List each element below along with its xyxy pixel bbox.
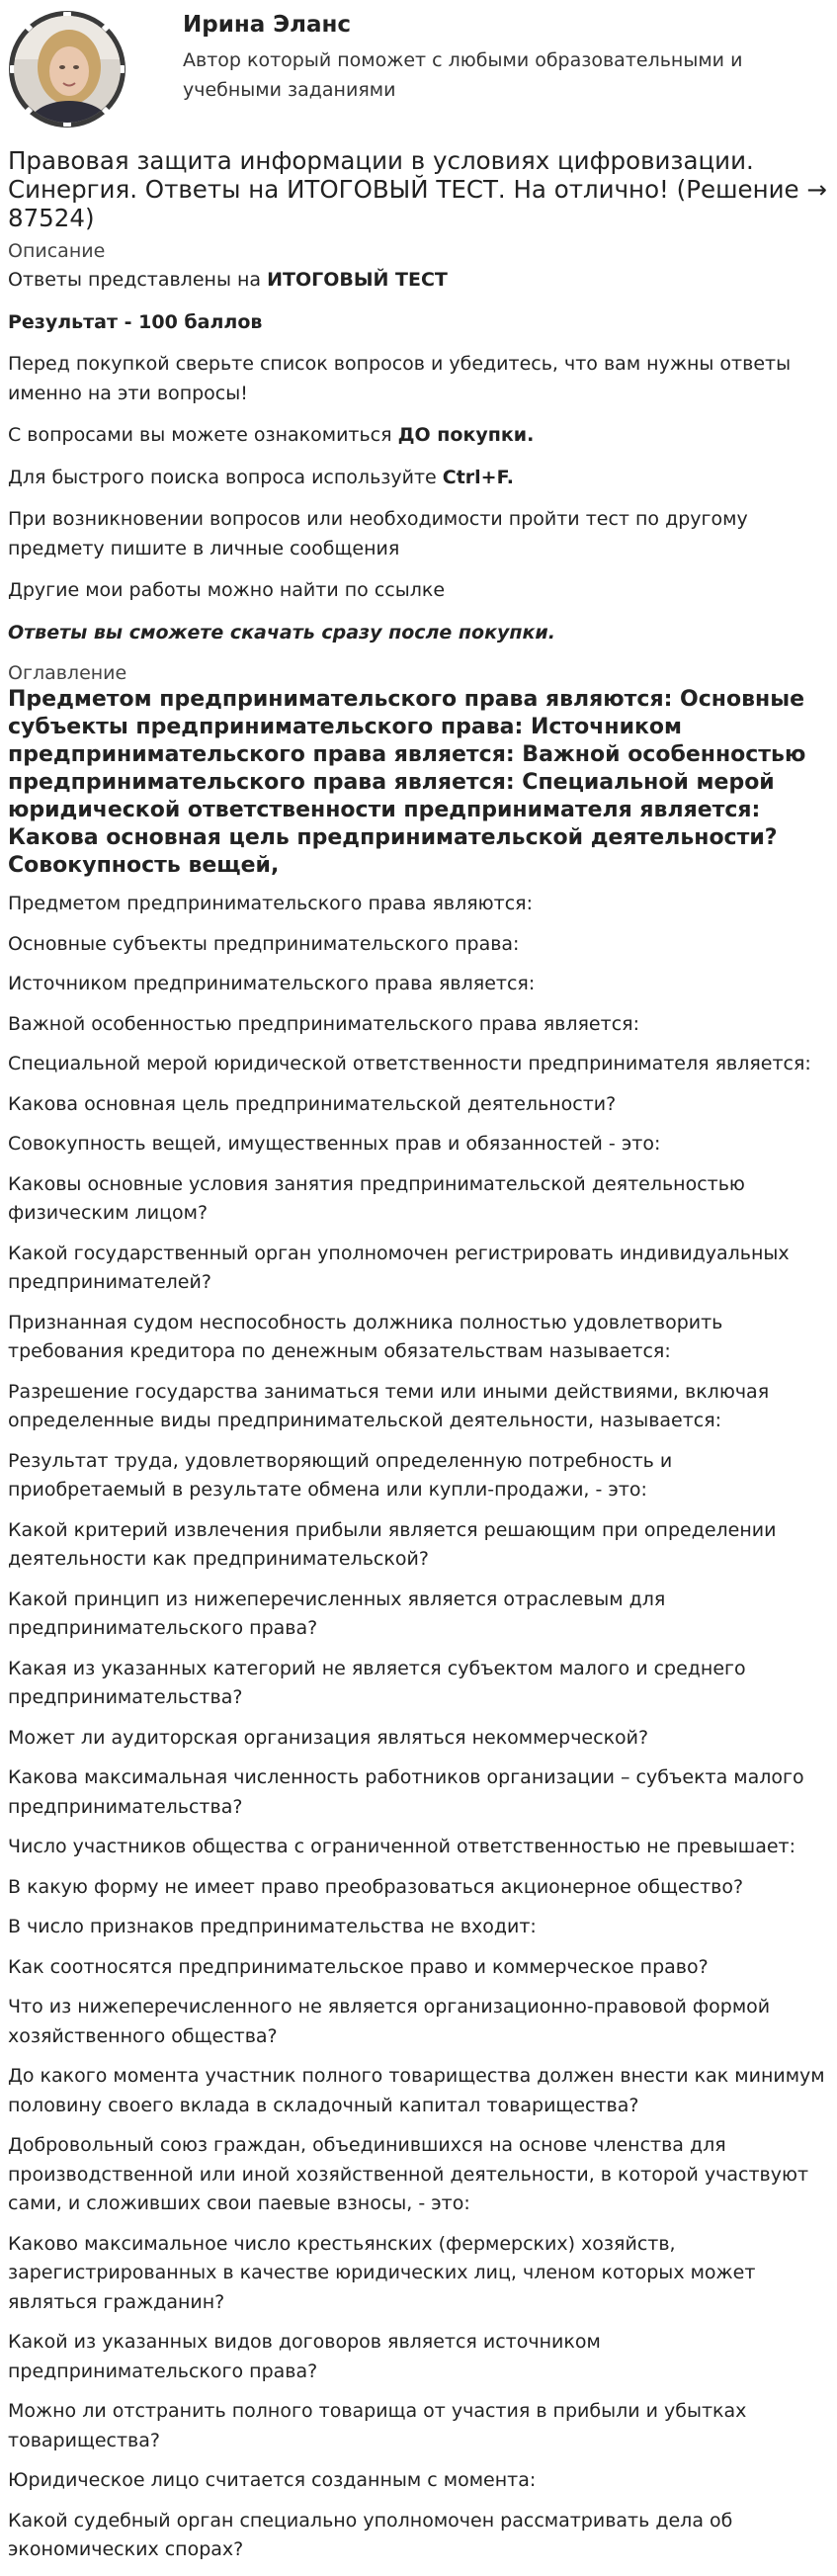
question-item: Какой принцип из нижеперечисленных является отраслевым для предпринимательского права?: [8, 1588, 666, 1639]
question-item: Юридическое лицо считается созданным с момента:: [8, 2469, 537, 2491]
result-line: [8, 308, 828, 338]
author-card: [0, 0, 837, 138]
search-text: Для быстрого поиска вопроса используйте: [8, 466, 443, 488]
question-item: Как соотносятся предпринимательское право и коммерческое право?: [8, 1955, 709, 1978]
question-item: Какой государственный орган уполномочен регистрировать индивидуальных предпринимателей?: [8, 1242, 790, 1293]
question-item: Добровольный союз граждан, объединившихся на основе членства для производственной или иной хозяйственной деятельности, в которой участвуют сами, и сложивших свои паевые взносы, - это:: [8, 2134, 809, 2214]
toc-label: Оглавление: [8, 662, 127, 684]
preview-bold: ДО покупки.: [397, 424, 535, 446]
avatar-image: [8, 10, 126, 129]
author-avatar[interactable]: [8, 10, 126, 129]
question-item: В число признаков предпринимательства не входит:: [8, 1916, 537, 1937]
question-item: Какая из указанных категорий не является субъектом малого и среднего предпринимательства?: [8, 1657, 746, 1708]
question-item: Какой критерий извлечения прибыли является решающим при определении деятельности как предпринимательской?: [8, 1518, 777, 1570]
question-list: [8, 890, 828, 2565]
question-item: Число участников общества с ограниченной ответственностью не превышает:: [8, 1836, 795, 1857]
description-intro: [8, 266, 828, 296]
question-item: Какой судебный орган специально уполномочен рассматривать дела об экономических спорах?: [8, 2509, 733, 2560]
intro-bold: ИТОГОВЫЙ ТЕСТ: [267, 269, 448, 291]
search-bold: Ctrl+F.: [442, 466, 514, 488]
question-item: Источником предпринимательского права является:: [8, 973, 536, 994]
question-item: Результат труда, удовлетворяющий определенную потребность и приобретаемый в результате обмена или купли-продажи, - это:: [8, 1449, 673, 1501]
question-item: Основные субъекты предпринимательского права:: [8, 932, 520, 955]
description: [8, 266, 828, 647]
contact-line: При возникновении вопросов или необходимости пройти тест по другому предмету пишите в личные сообщения: [8, 508, 748, 559]
toc-heading: Предметом предпринимательского права являются: Основные субъекты предпринимательского права: Источником предпринимательского права является: Важной особенностью предпринимательского права является: Специальной мерой юридической ответственности предпринимателя является: Какова основная цель предпринимательской деятельности? Совокупность вещей,: [8, 687, 806, 878]
author-bio: Автор который поможет с любыми образовательными и учебными заданиями: [183, 49, 743, 101]
question-item: Важной особенностью предпринимательского права является:: [8, 1012, 639, 1035]
main-content: [8, 146, 828, 2576]
download-text: Ответы вы сможете скачать сразу после покупки.: [8, 621, 555, 644]
question-item: Какова максимальная численность работников организации – субъекта малого предпринимательства?: [8, 1766, 804, 1818]
question-item: Предметом предпринимательского права являются:: [8, 893, 533, 914]
question-item: Признанная судом неспособность должника полностью удовлетворить требования кредитора по денежным обязательствам называется:: [8, 1311, 723, 1362]
result-text: Результат - 100 баллов: [8, 310, 263, 333]
download-line: [8, 619, 828, 648]
author-name[interactable]: Ирина Эланс: [183, 12, 352, 38]
question-item: Каково максимальное число крестьянских (фермерских) хозяйств, зарегистрированных в качестве юридических лиц, членом которых может являться гражданин?: [8, 2232, 756, 2313]
question-item: До какого момента участник полного товарищества должен внести как минимум половину своего вклада в складочный капитал товарищества?: [8, 2065, 825, 2116]
question-item: Что из нижеперечисленного не является организационно-правовой формой хозяйственного общества?: [8, 1996, 771, 2047]
check-line: Перед покупкой сверьте список вопросов и убедитесь, что вам нужны ответы именно на эти вопросы!: [8, 353, 792, 404]
other-works-line: Другие мои работы можно найти по ссылке: [8, 579, 446, 601]
question-item: Какова основная цель предпринимательской деятельности?: [8, 1092, 617, 1115]
question-item: Каковы основные условия занятия предпринимательской деятельностью физическим лицом?: [8, 1172, 745, 1224]
question-item: В какую форму не имеет право преобразоваться акционерное общество?: [8, 1875, 744, 1898]
preview-line: [8, 421, 828, 451]
question-item: Специальной мерой юридической ответственности предпринимателя является:: [8, 1053, 811, 1074]
intro-text: Ответы представлены на: [8, 269, 268, 291]
page-title: Правовая защита информации в условиях цифровизации. Синергия. Ответы на ИТОГОВЫЙ ТЕСТ. На отлично! (Решение → 87524): [8, 146, 827, 232]
question-item: Можно ли отстранить полного товарища от участия в прибыли и убытках товарищества?: [8, 2400, 747, 2451]
description-label: Описание: [8, 240, 106, 262]
question-item: Какой из указанных видов договоров является источником предпринимательского права?: [8, 2331, 601, 2382]
question-item: Совокупность вещей, имущественных прав и обязанностей - это:: [8, 1133, 661, 1155]
preview-text: С вопросами вы можете ознакомиться: [8, 424, 398, 446]
question-item: Может ли аудиторская организация являться некоммерческой?: [8, 1726, 649, 1749]
question-item: Разрешение государства заниматься теми или иными действиями, включая определенные виды предпринимательской деятельности, называется:: [8, 1380, 770, 1431]
search-line: [8, 464, 828, 493]
